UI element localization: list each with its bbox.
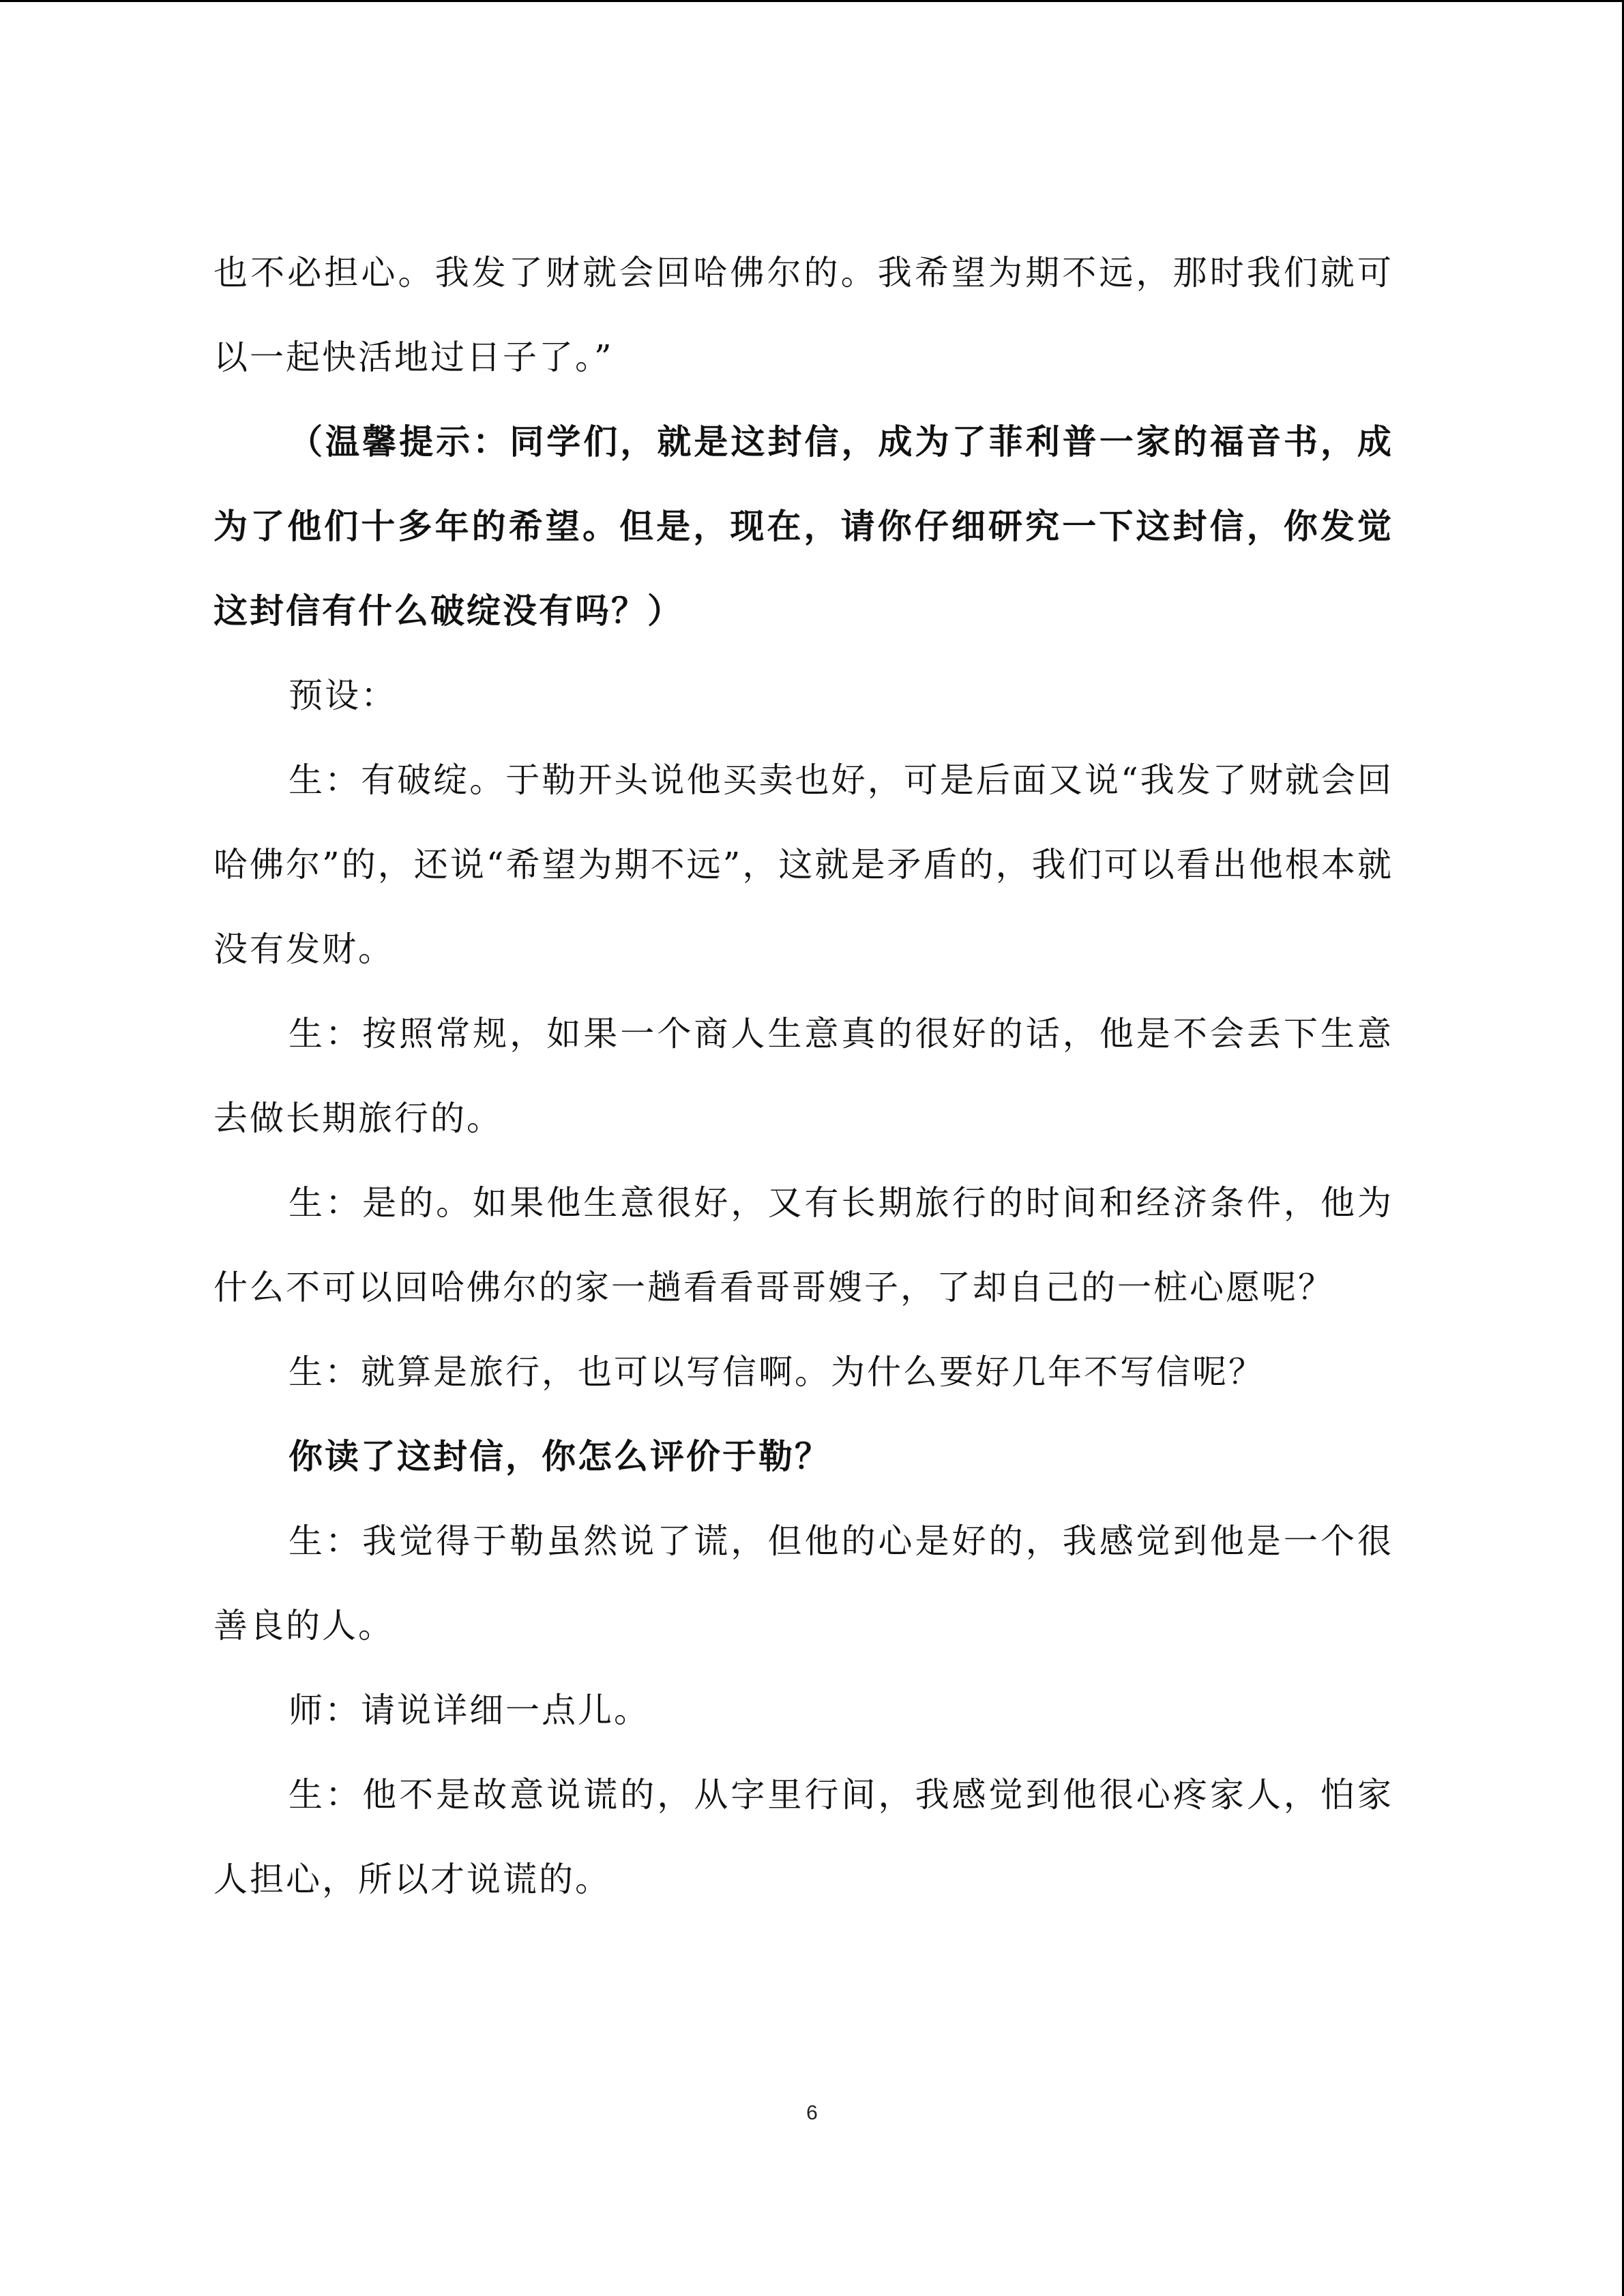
paragraph-teacher-prompt: 师：请说详细一点儿。 [289, 1690, 650, 1730]
paragraph-letter-ending: 也不必担心。我发了财就会回哈佛尔的。我希望为期不远，那时我们就可以一起快活地过日子了。” [213, 253, 1393, 377]
paragraph-tip: （温馨提示：同学们，就是这封信，成为了菲利普一家的福音书，成为了他们十多年的希望。但是，现在，请你仔细研究一下这封信，你发觉这封信有什么破绽没有吗？） [213, 422, 1393, 631]
paragraph-student-answer-2: 生：按照常规，如果一个商人生意真的很好的话，他是不会丢下生意去做长期旅行的。 [213, 1014, 1393, 1138]
paragraph-student-answer-5: 生：我觉得于勒虽然说了谎，但他的心是好的，我感觉到他是一个很善良的人。 [213, 1521, 1393, 1645]
paragraph-student-answer-4: 生：就算是旅行，也可以写信啊。为什么要好几年不写信呢？ [289, 1352, 1265, 1392]
page-number: 6 [806, 2102, 818, 2124]
top-border-line [0, 0, 1624, 2]
paragraph-student-answer-1: 生：有破绽。于勒开头说他买卖也好，可是后面又说“我发了财就会回哈佛尔”的，还说“希望为期不远”，这就是矛盾的，我们可以看出他根本就没有发财。 [213, 760, 1393, 969]
paragraph-question: 你读了这封信，你怎么评价于勒？ [289, 1437, 831, 1476]
document-body [213, 230, 1393, 1922]
paragraph-student-answer-6: 生：他不是故意说谎的，从字里行间，我感觉到他很心疼家人，怕家人担心，所以才说谎的。 [213, 1775, 1393, 1899]
paragraph-student-answer-3: 生：是的。如果他生意很好，又有长期旅行的时间和经济条件，他为什么不可以回哈佛尔的家一趟看看哥哥嫂子，了却自己的一桩心愿呢？ [213, 1183, 1393, 1307]
paragraph-preset-label: 预设： [289, 676, 397, 715]
